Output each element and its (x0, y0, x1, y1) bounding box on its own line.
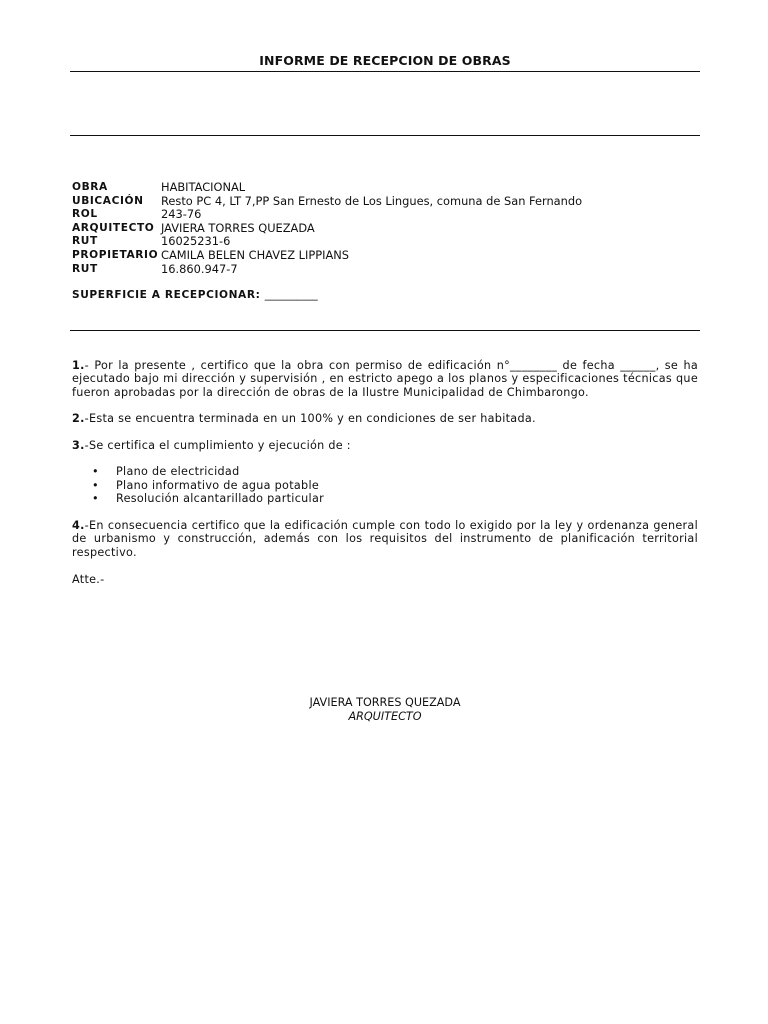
list-item (92, 492, 324, 506)
field-value: 243-76 (161, 207, 202, 222)
field-row (72, 208, 582, 222)
bullet-icon: • (92, 465, 99, 478)
surface-blank: __________ (264, 289, 318, 301)
field-label: RUT (72, 262, 98, 275)
field-value: 16.860.947-7 (161, 261, 238, 276)
surface-label: SUPERFICIE A RECEPCIONAR: (72, 289, 261, 301)
field-label: UBICACIÓN (72, 194, 144, 207)
signature-block (250, 696, 520, 724)
list-item (92, 465, 324, 479)
closing-text: Atte.- (72, 573, 105, 586)
paragraph-text: -En consecuencia certifico que la edificación cumple con todo lo exigido por la ley y ordenanza general de urbanismo y construcción, además con los requisitos del instrumento de planificación territorial respectivo. (72, 519, 698, 559)
signature-name: JAVIERA TORRES QUEZADA (309, 696, 461, 709)
paragraph-text: - Por la presente , certifico que la obra con permiso de edificación n°________ de fecha ______, se ha ejecutado bajo mi dirección y supervisión , en estricto apego a los planos y especificaciones técnicas que fueron aprobadas por la dirección de obras de la Ilustre Municipalidad de Chimbarongo. (72, 359, 698, 399)
paragraph-number: 2. (72, 412, 85, 425)
field-value: HABITACIONAL (161, 180, 246, 194)
field-value: CAMILA BELEN CHAVEZ LIPPIANS (161, 247, 349, 262)
list-item-text: Plano informativo de agua potable (116, 478, 320, 492)
list-item-text: Plano de electricidad (116, 465, 240, 478)
field-label: ARQUITECTO (72, 221, 155, 234)
title-underline (70, 71, 700, 72)
list-item-text: Resolución alcantarillado particular (116, 492, 325, 506)
document-title: INFORME DE RECEPCION DE OBRAS (259, 53, 511, 68)
header-divider (70, 135, 700, 136)
field-row (72, 222, 582, 236)
field-label: RUT (72, 235, 98, 248)
paragraph-number: 3. (72, 439, 85, 452)
certified-items-list (92, 465, 324, 506)
bullet-icon: • (92, 492, 99, 506)
paragraph-3 (72, 439, 698, 452)
field-row (72, 263, 582, 277)
field-row (72, 181, 582, 195)
paragraph-text: -Se certifica el cumplimiento y ejecución de : (84, 439, 351, 452)
field-row (72, 249, 582, 263)
paragraph-number: 4. (72, 519, 85, 532)
surface-line (72, 289, 318, 301)
signature-role: ARQUITECTO (348, 710, 422, 723)
field-row (72, 195, 582, 209)
field-label: PROPIETARIO (72, 248, 159, 261)
field-row (72, 235, 582, 249)
field-value: 16025231-6 (161, 234, 231, 249)
paragraph-text: -Esta se encuentra terminada en un 100% y en condiciones de ser habitada. (84, 412, 536, 425)
bullet-icon: • (92, 478, 99, 492)
paragraph-number: 1. (72, 359, 85, 372)
paragraph-4 (72, 519, 698, 559)
paragraph-2 (72, 412, 698, 425)
paragraph-1 (72, 359, 698, 399)
field-value: Resto PC 4, LT 7,PP San Ernesto de Los Lingues, comuna de San Fernando (161, 193, 583, 208)
field-label: ROL (72, 208, 98, 221)
field-value: JAVIERA TORRES QUEZADA (161, 220, 315, 235)
section-divider (70, 330, 700, 331)
field-label: OBRA (72, 181, 108, 193)
list-item (92, 479, 324, 493)
project-fields (72, 181, 582, 276)
